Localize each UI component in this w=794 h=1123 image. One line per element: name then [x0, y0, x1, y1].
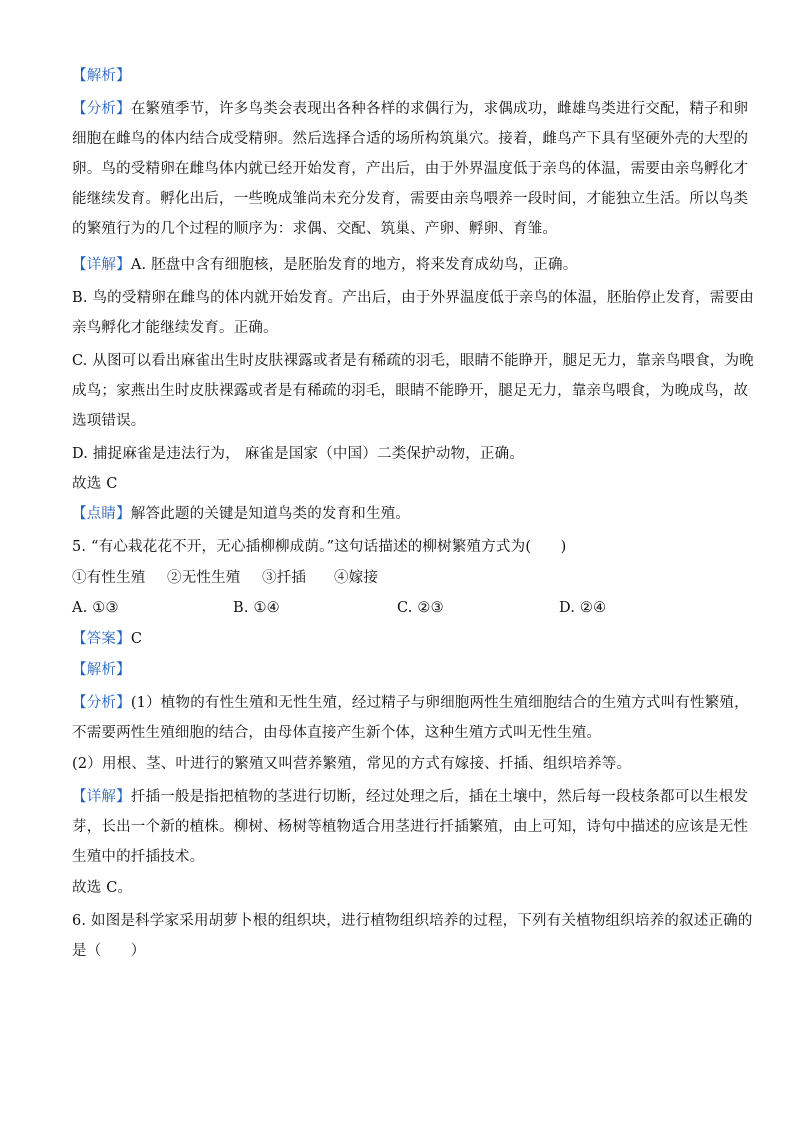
q4-choice: 故选 C — [72, 476, 118, 492]
q5-item-4: ④嫁接 — [334, 570, 379, 586]
q5-item-3: ③扦插 — [262, 570, 307, 586]
q4-analysis-line-5: 的繁殖行为的几个过程的顺序为：求偶、交配、筑巢、产卵、孵卵、育雏。 — [72, 221, 558, 237]
q4-analysis-heading: 【解析】 — [72, 68, 131, 84]
q4-detail-a-text: A. 胚盘中含有细胞核，是胚胎发育的地方，将来发育成幼鸟，正确。 — [130, 257, 578, 273]
q5-option-b: B. ①④ — [233, 600, 280, 616]
q4-analysis-text-1: 在繁殖季节，许多鸟类会表现出各种各样的求偶行为，求偶成功，雌雄鸟类进行交配，精子和卵 — [130, 101, 749, 117]
q5-detail-label: 【详解】 — [72, 789, 131, 805]
q5-item-2: ②无性生殖 — [167, 570, 241, 586]
q4-analysis-line-1 — [72, 99, 749, 119]
q5-analysis-heading: 【解析】 — [72, 662, 131, 678]
q5-answer-label: 【答案】 — [72, 631, 131, 647]
q6-stem-line-2: 是（ ） — [72, 943, 146, 959]
q4-analysis-line-2: 细胞在雌鸟的体内结合成受精卵。然后选择合适的场所构筑巢穴。接着，雌鸟产下具有坚硬外壳的大型的 — [72, 131, 749, 147]
q4-tip-label: 【点睛】 — [72, 506, 131, 522]
q4-detail-label: 【详解】 — [72, 257, 131, 273]
q5-answer-value: C — [130, 631, 143, 647]
q5-stem: 5. “有心栽花花不开，无心插柳柳成荫。”这句话描述的柳树繁殖方式为( ) — [72, 539, 567, 555]
q5-detail-text-1: 扦插一般是指把植物的茎进行切断，经过处理之后，插在土壤中，然后每一段枝条都可以生根发 — [130, 789, 749, 805]
q4-detail-a — [72, 255, 732, 275]
q4-tip-text: 解答此题的关键是知道鸟类的发育和生殖。 — [130, 506, 411, 522]
q5-analysis-label: 【分析】 — [72, 695, 131, 711]
q5-analysis-line-3: (2）用根、茎、叶进行的繁殖又叫营养繁殖，常见的方式有嫁接、扦插、组织培养等。 — [72, 756, 632, 772]
q5-option-d: D. ②④ — [559, 600, 607, 616]
q4-detail-d: D. 捕捉麻雀是违法行为， 麻雀是国家（中国）二类保护动物，正确。 — [72, 446, 525, 462]
q4-tip — [72, 504, 732, 524]
q4-analysis-line-4: 能继续发育。孵化出后，一些晚成雏尚未充分发育，需要由亲鸟喂养一段时间，才能独立生活。所以鸟类 — [72, 191, 749, 207]
q5-options — [72, 598, 732, 618]
q4-detail-b-2: 亲鸟孵化才能继续发育。正确。 — [72, 320, 278, 336]
q5-choice: 故选 C。 — [72, 880, 133, 896]
q5-answer — [72, 629, 732, 649]
q4-analysis-line-3: 卵。鸟的受精卵在雌鸟体内就已经开始发育，产出后，由于外界温度低于亲鸟的体温，需要由亲鸟孵化才 — [72, 161, 749, 177]
q5-option-c: C. ②③ — [397, 600, 444, 616]
q4-detail-c-2: 成鸟；家燕出生时皮肤裸露或者是有稀疏的羽毛，眼睛不能睁开，腿足无力，靠亲鸟喂食，为晚成鸟，故 — [72, 383, 749, 399]
q5-analysis-line-2: 不需要两性生殖细胞的结合，由母体直接产生新个体，这种生殖方式叫无性生殖。 — [72, 725, 602, 741]
q4-detail-c-3: 选项错误。 — [72, 413, 146, 429]
q5-items — [72, 568, 732, 588]
q5-detail-line-1 — [72, 787, 749, 807]
q5-analysis-text-1: (1）植物的有性生殖和无性生殖，经过精子与卵细胞两性生殖细胞结合的生殖方式叫有性繁殖， — [130, 695, 749, 711]
q4-detail-b-1: B. 鸟的受精卵在雌鸟的体内就开始发育。产出后，由于外界温度低于亲鸟的体温，胚胎停止发育，需要由 — [72, 290, 754, 306]
q5-analysis-line-1 — [72, 693, 749, 713]
q5-detail-line-2: 芽，长出一个新的植株。柳树、杨树等植物适合用茎进行扦插繁殖，由上可知，诗句中描述的应该是无性 — [72, 819, 749, 835]
q5-detail-line-3: 生殖中的扦插技术。 — [72, 849, 205, 865]
q6-stem-line-1: 6. 如图是科学家采用胡萝卜根的组织块，进行植物组织培养的过程，下列有关植物组织培养的叙述正确的 — [72, 913, 753, 929]
q5-option-a: A. ①③ — [72, 600, 119, 616]
q5-item-1: ①有性生殖 — [72, 570, 146, 586]
q4-analysis-label: 【分析】 — [72, 101, 131, 117]
q4-detail-c-1: C. 从图可以看出麻雀出生时皮肤裸露或者是有稀疏的羽毛，眼睛不能睁开，腿足无力，靠亲鸟喂食，为晚 — [72, 353, 754, 369]
